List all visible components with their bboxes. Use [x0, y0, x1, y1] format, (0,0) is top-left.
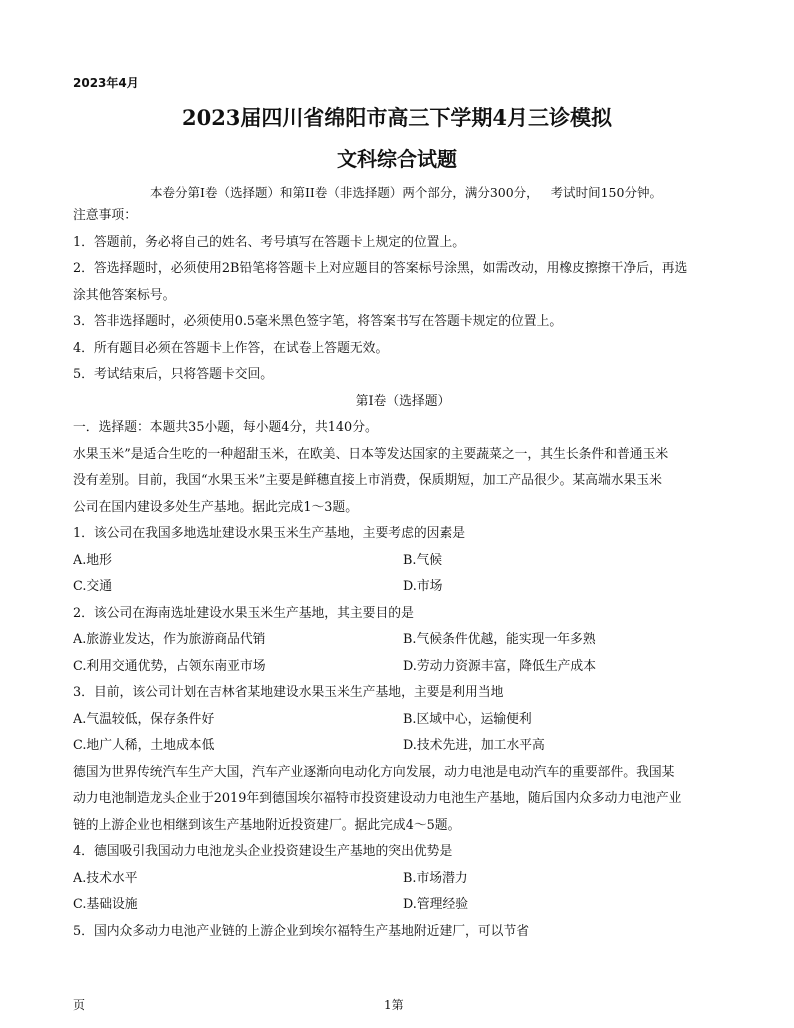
question-2-options-row2 — [73, 654, 733, 681]
option-d: D.技术先进，加工水平高 — [403, 738, 545, 753]
question-1-options-row1 — [73, 548, 733, 575]
section-title: 第I卷（选择题） — [355, 393, 451, 409]
passage-line: 水果玉米”是适合生吃的一种超甜玉米，在欧美、日本等发达国家的主要蔬菜之一，其生长条件和普通玉米 — [73, 446, 669, 462]
option-c: C.交通 — [73, 579, 112, 594]
question-2-options-row1 — [73, 627, 733, 654]
page-title: 2023届四川省绵阳市高三下学期4月三诊模拟 — [181, 105, 613, 130]
exam-body — [73, 203, 733, 945]
note-item: 3．答非选择题时，必须使用0.5毫米黑色签字笔，将答案书写在答题卡规定的位置上。 — [73, 314, 563, 329]
option-b: B.市场潜力 — [403, 870, 468, 886]
exam-date: 2023年4月 — [73, 76, 139, 90]
passage-line: 德国为世界传统汽车生产大国，汽车产业逐渐向电动化方向发展，动力电池是电动汽车的重要部件。我国某 — [73, 764, 675, 780]
option-c: C.基础设施 — [73, 897, 138, 912]
passage-line: 公司在国内建设多处生产基地。据此完成1～3题。 — [73, 499, 359, 515]
question-5-stem: 5．国内众多动力电池产业链的上游企业到埃尔福特生产基地附近建厂，可以节省 — [73, 923, 530, 939]
note-item: 1．答题前，务必将自己的姓名、考号填写在答题卡上规定的位置上。 — [73, 234, 466, 250]
footer-left: 页 — [73, 998, 86, 1012]
notes-heading: 注意事项： — [73, 208, 137, 223]
option-b: B.气候条件优越，能实现一年多熟 — [403, 632, 596, 647]
question-4-options-row1 — [73, 866, 733, 893]
question-1-stem: 1．该公司在我国多地选址建设水果玉米生产基地，主要考虑的因素是 — [73, 526, 466, 541]
option-c: C.利用交通优势，占领东南亚市场 — [73, 658, 266, 674]
exam-intro: 本卷分第I卷（选择题）和第II卷（非选择题）两个部分，满分300分， 考试时间150分钟。 — [150, 185, 662, 200]
question-3-stem: 3．目前，该公司计划在吉林省某地建设水果玉米生产基地，主要是利用当地 — [73, 685, 504, 700]
option-d: D.管理经验 — [403, 897, 469, 912]
option-a: A.旅游业发达，作为旅游商品代销 — [73, 632, 266, 647]
option-b: B.区域中心，运输便利 — [403, 711, 532, 727]
option-d: D.劳动力资源丰富，降低生产成本 — [403, 658, 597, 674]
passage-line: 动力电池制造龙头企业于2019年到德国埃尔福特市投资建设动力电池生产基地，随后国内众多动力电池产业 — [73, 791, 682, 806]
note-item: 2．答选择题时，必须使用2B铅笔将答题卡上对应题目的答案标号涂黑，如需改动，用橡皮擦擦干净后，再选 — [73, 261, 688, 276]
page-subtitle: 文科综合试题 — [337, 147, 457, 171]
option-b: B.气候 — [403, 552, 443, 568]
question-3-options-row1 — [73, 707, 733, 734]
option-a: A.技术水平 — [73, 870, 138, 886]
question-2-stem: 2．该公司在海南选址建设水果玉米生产基地，其主要目的是 — [73, 605, 414, 621]
passage-line: 没有差别。目前，我国“水果玉米”主要是鲜穗直接上市消费，保质期短，加工产品很少。某高端水果玉米 — [73, 473, 662, 488]
section-instruction: 一．选择题：本题共35小题，每小题4分，共140分。 — [73, 420, 378, 435]
question-1-options-row2 — [73, 574, 733, 601]
question-4-options-row2 — [73, 892, 733, 919]
option-d: D.市场 — [403, 579, 443, 594]
option-c: C.地广人稀，土地成本低 — [73, 738, 215, 753]
question-4-stem: 4．德国吸引我国动力电池龙头企业投资建设生产基地的突出优势是 — [73, 844, 453, 859]
note-item: 涂其他答案标号。 — [73, 287, 176, 303]
note-item: 4．所有题目必须在答题卡上作答，在试卷上答题无效。 — [73, 340, 389, 356]
note-item: 5．考试结束后，只将答题卡交回。 — [73, 367, 274, 382]
passage-line: 链的上游企业也相继到该生产基地附近投资建厂。据此完成4～5题。 — [73, 817, 461, 833]
option-a: A.地形 — [73, 552, 112, 568]
footer-page-number: 1第 — [384, 998, 404, 1012]
question-3-options-row2 — [73, 733, 733, 760]
option-a: A.气温较低，保存条件好 — [73, 711, 215, 727]
